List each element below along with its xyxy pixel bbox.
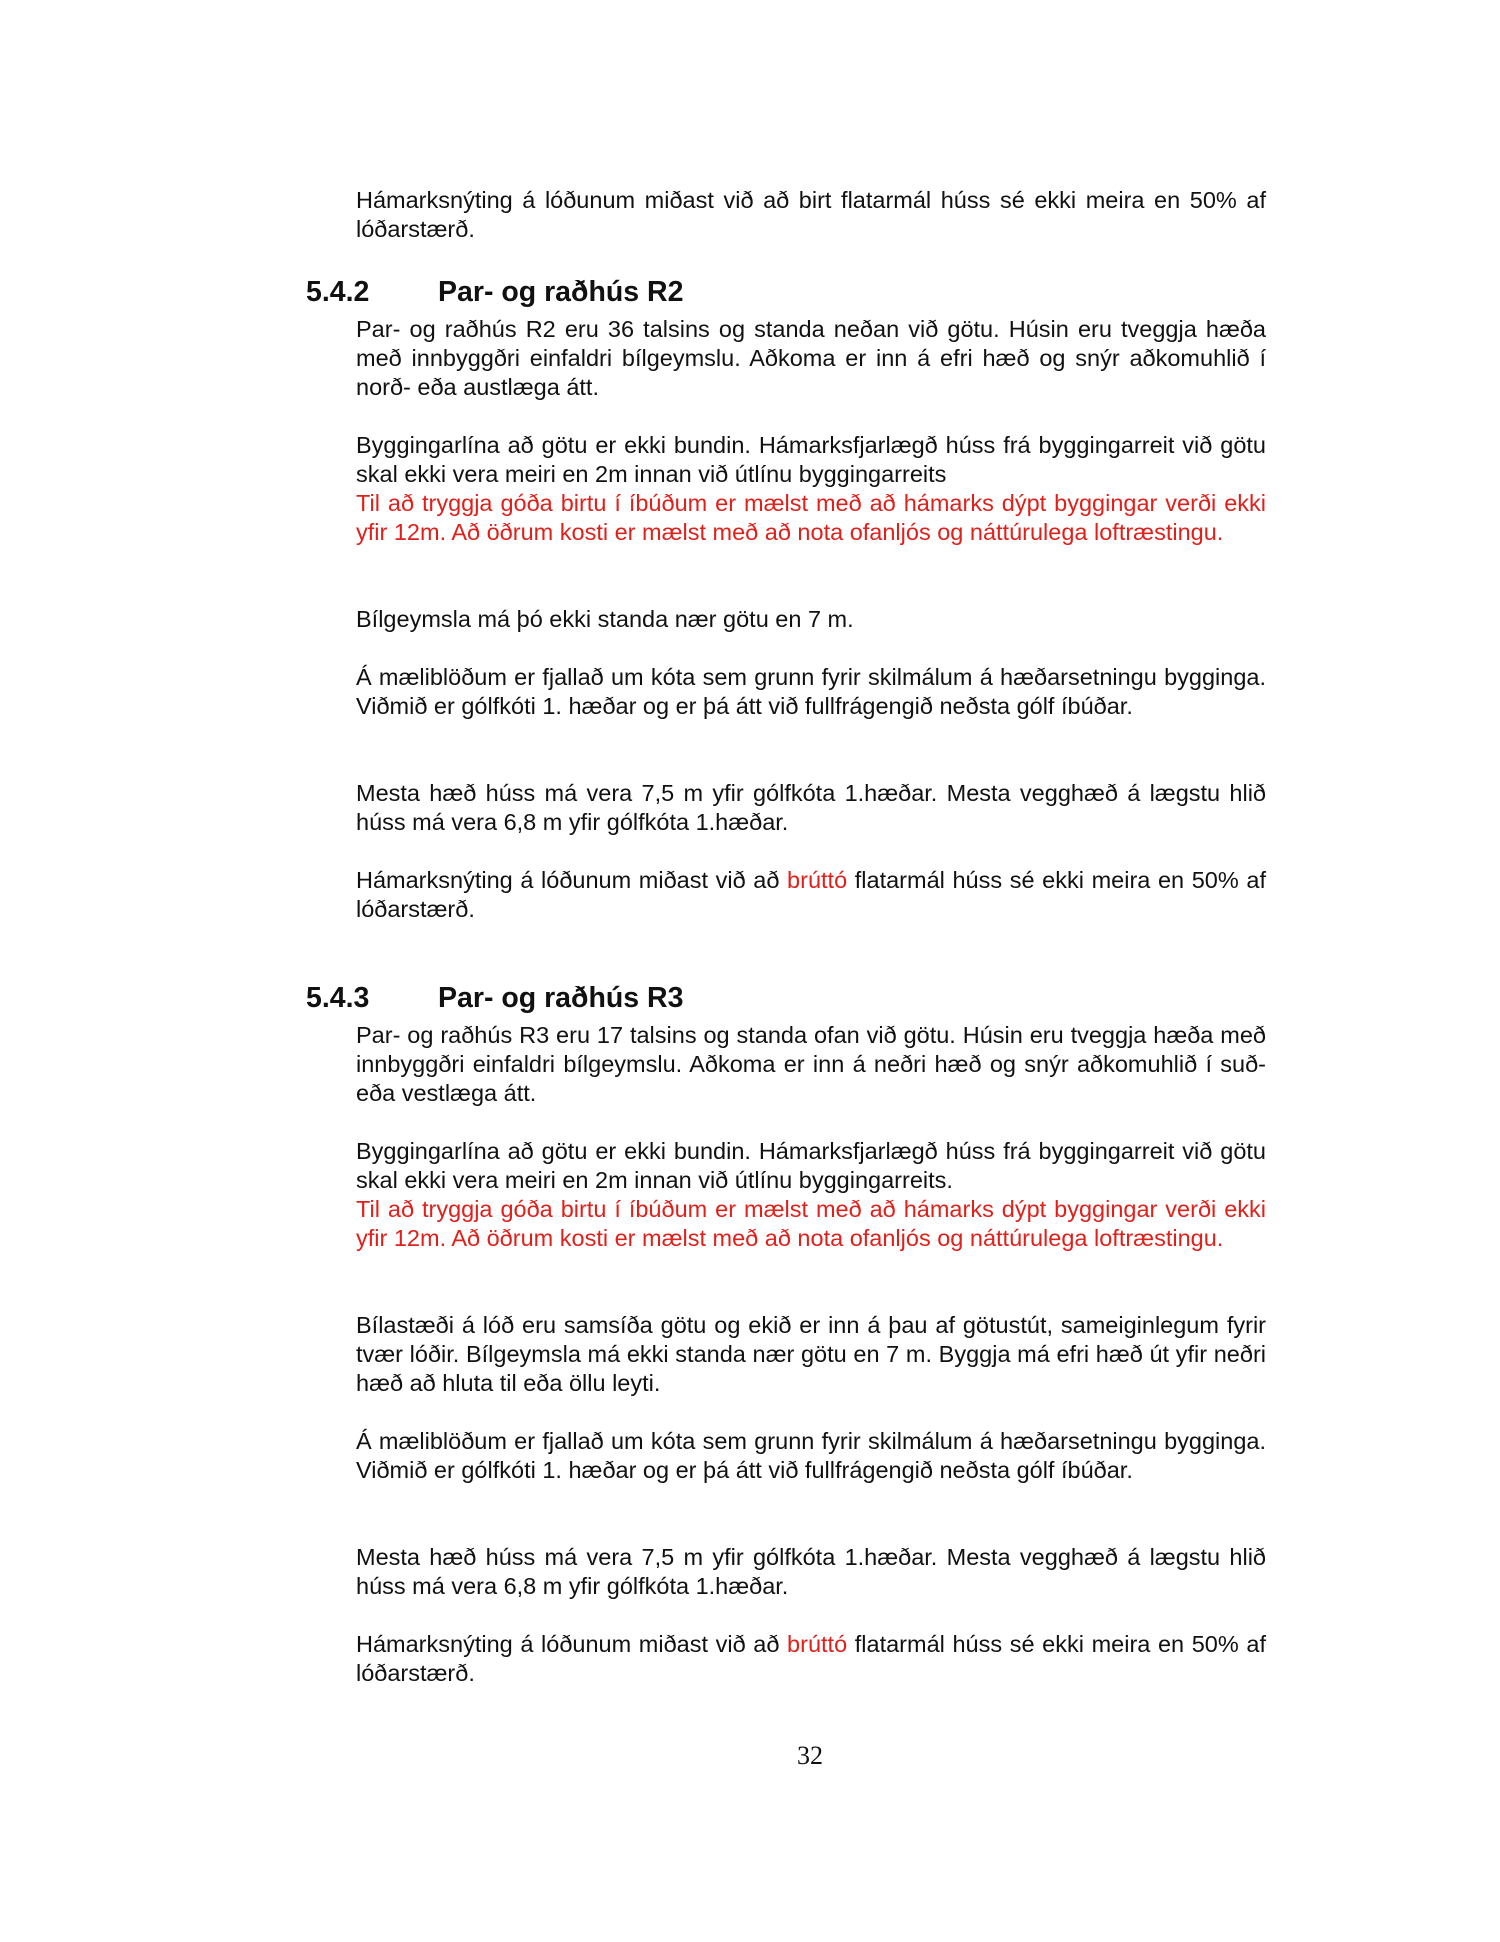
r2-height-paragraph: Mesta hæð húss má vera 7,5 m yfir gólfkóta 1.hæðar. Mesta vegghæð á lægstu hlið húss má vera 6,8 m yfir gólfkóta 1.hæðar. (356, 780, 1266, 835)
section-number: 5.4.3 (306, 982, 370, 1014)
r2-utilization-text-start: Hámarksnýting á lóðunum miðast við að (356, 867, 788, 893)
section-title: Par- og raðhús R2 (438, 276, 684, 308)
section-number: 5.4.2 (306, 276, 370, 308)
r3-height-paragraph: Mesta hæð húss má vera 7,5 m yfir gólfkóta 1.hæðar. Mesta vegghæð á lægstu hlið húss má vera 6,8 m yfir gólfkóta 1.hæðar. (356, 1544, 1266, 1599)
r3-daylight-note: Til að tryggja góða birtu í íbúðum er mælst með að hámarks dýpt byggingar verði ekki yfir 12m. Að öðrum kosti er mælst með að nota ofanljós og náttúrulega loftræstingu. (356, 1196, 1266, 1251)
r3-building-line-block (356, 1137, 1266, 1253)
r3-brutto-term: brúttó (787, 1631, 848, 1657)
section-title: Par- og raðhús R3 (438, 982, 684, 1014)
r2-utilization-text-end: flatarmál húss sé ekki meira en 50% af lóðarstærð. (356, 867, 1266, 922)
r2-building-line-block (356, 431, 1266, 547)
section-heading-5-4-2 (306, 275, 1206, 309)
r2-elevation-paragraph: Á mæliblöðum er fjallað um kóta sem grunn fyrir skilmálum á hæðarsetningu bygginga. Viðmið er gólfkóti 1. hæðar og er þá átt við fullfrágengið neðsta gólf íbúðar. (356, 664, 1266, 719)
r3-description-paragraph: Par- og raðhús R3 eru 17 talsins og standa ofan við götu. Húsin eru tveggja hæða með innbyggðri einfaldri bílgeymslu. Aðkoma er inn á neðri hæð og snýr aðkomuhlið í suð- eða vestlæga átt. (356, 1022, 1266, 1106)
r3-utilization-text-end: flatarmál húss sé ekki meira en 50% af lóðarstærð. (356, 1631, 1266, 1686)
r2-garage-paragraph: Bílgeymsla má þó ekki standa nær götu en 7 m. (356, 606, 854, 632)
r2-description-paragraph: Par- og raðhús R2 eru 36 talsins og standa neðan við götu. Húsin eru tveggja hæða með innbyggðri einfaldri bílgeymslu. Aðkoma er inn á efri hæð og snýr aðkomuhlið í norð- eða austlæga átt. (356, 316, 1266, 400)
r2-brutto-term: brúttó (787, 867, 848, 893)
intro-paragraph: Hámarksnýting á lóðunum miðast við að birt flatarmál húss sé ekki meira en 50% af lóðarstærð. (356, 187, 1266, 242)
page-number: 32 (797, 1741, 823, 1770)
r3-utilization-paragraph (356, 1630, 1266, 1688)
section-heading-5-4-3 (306, 981, 1206, 1015)
r3-utilization-text-start: Hámarksnýting á lóðunum miðast við að (356, 1631, 788, 1657)
r2-daylight-note: Til að tryggja góða birtu í íbúðum er mælst með að hámarks dýpt byggingar verði ekki yfir 12m. Að öðrum kosti er mælst með að nota ofanljós og náttúrulega loftræstingu. (356, 490, 1266, 545)
r2-building-line-paragraph: Byggingarlína að götu er ekki bundin. Hámarksfjarlægð húss frá byggingarreit við götu skal ekki vera meiri en 2m innan við útlínu byggingarreits (356, 432, 1266, 487)
r3-parking-paragraph: Bílastæði á lóð eru samsíða götu og ekið er inn á þau af götustút, sameiginlegum fyrir tvær lóðir. Bílgeymsla má ekki standa nær götu en 7 m. Byggja má efri hæð út yfir neðri hæð að hluta til eða öllu leyti. (356, 1312, 1266, 1396)
r3-elevation-paragraph: Á mæliblöðum er fjallað um kóta sem grunn fyrir skilmálum á hæðarsetningu bygginga. Viðmið er gólfkóti 1. hæðar og er þá átt við fullfrágengið neðsta gólf íbúðar. (356, 1428, 1266, 1483)
r3-building-line-paragraph: Byggingarlína að götu er ekki bundin. Hámarksfjarlægð húss frá byggingarreit við götu skal ekki vera meiri en 2m innan við útlínu byggingarreits. (356, 1138, 1266, 1193)
r2-utilization-paragraph (356, 866, 1266, 924)
